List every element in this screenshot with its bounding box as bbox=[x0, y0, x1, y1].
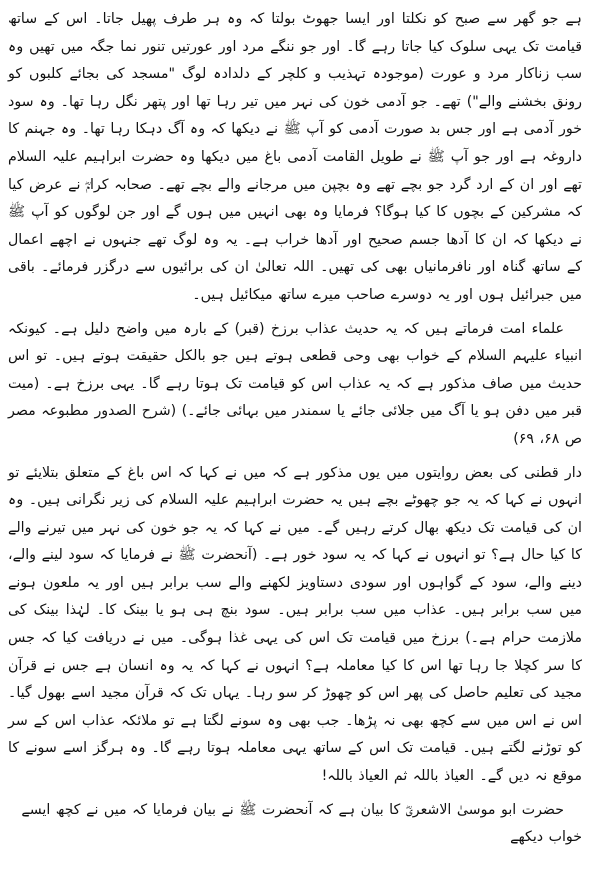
paragraph-daraqutni-narration: دار قطنی کی بعض روایتوں میں یوں مذکور ہے کہ میں نے کہا کہ اس باغ کے متعلق بتلایئے تو انہوں نے کہا کہ یہ جو چھوٹے بچے ہیں یہ حضرت ابراہیم علیہ السلام کی زیر نگرانی ہیں۔ وہ ان کی قیامت تک دیکھ بھال کرتے رہیں گے۔ میں نے کہا کہ یہ جو خون کی نہر میں تیرنے والے کا کیا حال ہے؟ تو انہوں نے کہا کہ یہ سود خور ہے۔ (آنحضرت ﷺ نے فرمایا کہ سود لینے والے، دینے والے، سود کے گواہوں اور سودی دستاویز لکھنے والے سب برابر ہیں اور یہ ملعون ہونے میں سب برابر ہیں۔ عذاب میں سب برابر ہیں۔ سود بنچ ہی ہو یا بینک کا۔ لہٰذا بینک کی ملازمت حرام ہے۔) برزخ میں قیامت تک اس کی یہی غذا ہوگی۔ میں نے دریافت کیا کہ جس کا سر کچلا جا رہا تھا اس کا کیا معاملہ ہے؟ انہوں نے کہا کہ یہ وہ انسان ہے جس نے قرآن مجید کی تعلیم حاصل کی پھر اس کو چھوڑ کر سو رہا۔ یہاں تک کہ قرآن مجید اسے بھول گیا۔ اس نے اس میں سے کچھ بھی نہ پڑھا۔ جب بھی وہ سونے لگتا ہے تو ملائکہ عذاب اس کے سر کو توڑنے لگتے ہیں۔ قیامت تک اس کے ساتھ یہی معاملہ ہوتا رہے گا۔ وہ ہرگز اسے سونے کا موقع نہ دیں گے۔ العیاذ باللہ ثم العیاذ باللہ! bbox=[8, 464, 582, 785]
paragraph-barzakh-evidence: علماء امت فرماتے ہیں کہ یہ حدیث عذاب برزخ (قبر) کے بارہ میں واضح دلیل ہے۔ کیونکہ انبیاء علیہم السلام کے خواب بھی وحی قطعی ہوتے ہیں جو بالکل حقیقت ہوتے ہیں۔ تو اس حدیث میں صاف مذکور ہے کہ یہ عذاب اس کو قیامت تک ہوتا رہے گا۔ یہی برزخ ہے۔ (میت قبر میں دفن ہو یا آگ میں جلائی جائے یا سمندر میں بہائی جائے۔) (شرح الصدور مطبوعہ مصر ص ۶۸، ۶۹) bbox=[8, 320, 582, 447]
paragraph-abu-musa-narration: حضرت ابو موسیٰ الاشعریؓ کا بیان ہے کہ آنحضرت ﷺ نے بیان فرمایا کہ میں نے کچھ ایسے خواب دیکھے bbox=[21, 801, 582, 846]
paragraph-tafseer-of-dream: ہے جو گھر سے صبح کو نکلتا اور ایسا جھوٹ بولتا کہ وہ ہر طرف پھیل جاتا۔ اس کے ساتھ قیامت تک یہی سلوک کیا جاتا رہے گا۔ اور جو ننگے مرد اور عورتیں تنور نما جگہ میں تھیں وہ سب زناکار مرد و عورت (موجودہ تہذیب و کلچر کے دلدادہ لوگ "مسجد کی بجائے کلبوں کو رونق بخشنے والے") تھے۔ جو آدمی خون کی نہر میں تیر رہا تھا اور پتھر نگل رہا تھا۔ وہ سود خور آدمی ہے اور جس بد صورت آدمی کو آپ ﷺ نے دیکھا کہ وہ آگ دہکا رہا تھا۔ وہ جہنم کا داروغہ ہے اور جو آپ ﷺ نے طویل القامت آدمی باغ میں دیکھا وہ حضرت ابراہیم علیہ السلام تھے اور ان کے ارد گرد جو بچے تھے وہ بچپن میں مرجانے والے بچے تھے۔ صحابہ کرامؓ نے عرض کیا کہ مشرکین کے بچوں کا کیا ہوگا؟ فرمایا وہ بھی انہیں میں ہوں گے اور جن لوگوں کو آپ ﷺ نے دیکھا کہ ان کا آدھا جسم صحیح اور آدھا خراب ہے۔ یہ وہ لوگ تھے جنہوں نے اچھے اعمال کے ساتھ گناہ اور نافرمانیاں بھی کی تھیں۔ اللہ تعالیٰ ان کی برائیوں سے درگزر فرمائے۔ باقی میں جبرائیل ہوں اور یہ دوسرے صاحب میرے ساتھ میکائیل ہیں۔ bbox=[8, 11, 582, 303]
document-page bbox=[8, 6, 582, 866]
